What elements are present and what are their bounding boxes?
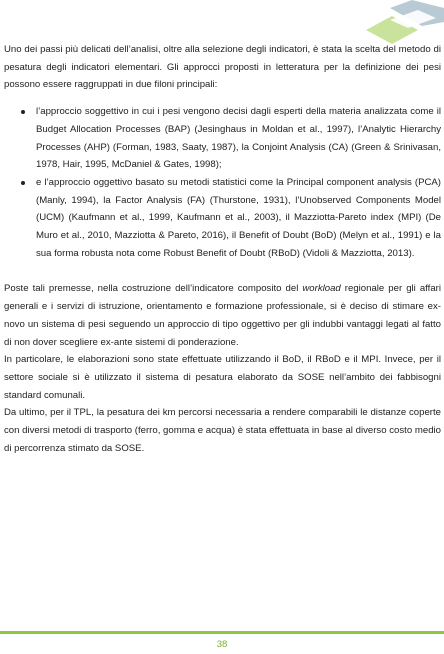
- particular-paragraph: In particolare, le elaborazioni sono state effettuate utilizzando il BoD, il RBoD e il MPI. Invece, per il settore sociale si è utilizzato il sistema di pesatura elaborato da SOSE nell’ambito dei fabbisogni standard comunali.: [4, 354, 441, 401]
- intro-paragraph: Uno dei passi più delicati dell’analisi, oltre alla selezione degli indicatori, è stata la scelta del metodo di pesatura degli indicatori elementari. Gli approcci proposti in letteratura per la definizione dei pesi possono essere raggruppati in due filoni principali:: [4, 44, 441, 91]
- logo: [360, 0, 444, 44]
- page-body: [4, 41, 441, 457]
- list-item-objective: e l’approccio oggettivo basato su metodi statistici come la Principal component analysis (PCA) (Manly, 1994), la Factor Analysis (FA) (Thurstone, 1931), l’Unobserved Components Model (UCM) (Kaufmann et al., 1999, Kaufmann et al., 2003), il Mazziotta-Pareto index (MPI) (De Muro et al., 2010, Mazziotta & Pareto, 2016), il Benefit of Doubt (BoD) (Melyn et al., 1991) e la sua forma robusta nota come Robust Benefit of Doubt (RBoD) (Vidoli & Mazziotta, 2013).: [4, 174, 441, 263]
- last-paragraph: Da ultimo, per il TPL, la pesatura dei km percorsi necessaria a rendere comparabili le distanze coperte con diversi metodi di trasporto (ferro, gomma e acqua) è stata effettuata in base al diverso costo medio di percorrenza stimato da SOSE.: [4, 407, 441, 454]
- approach-list: [4, 103, 441, 262]
- premise-text-end: regionale per gli affari generali e i servizi di istruzione, orientamento e formazione professionale, si è deciso di stimare ex-novo un sistema di pesi seguendo un approccio di tipo oggettivo per gli indubbi vantaggi legati al fatto di non dover scegliere ex-ante sistemi di ponderazione.: [4, 283, 441, 348]
- list-item-subjective: l’approccio soggettivo in cui i pesi vengono decisi dagli esperti della materia analizzata come il Budget Allocation Processes (BAP) (Jesinghaus in Moldan et al., 1997), l’Analytic Hierarchy Processes (AHP) (Forman, 1983, Saaty, 1987), la Conjoint Analysis (CA) (Green & Srinivasan, 1978, Hair, 1995, McDaniel & Gates, 1998);: [4, 103, 441, 174]
- premise-emphasis: workload: [302, 283, 341, 295]
- footer-rule: [0, 631, 444, 634]
- page-number: 38: [216, 639, 228, 650]
- premise-text-start: Poste tali premesse, nella costruzione dell’indicatore composito del: [4, 283, 303, 295]
- premise-paragraph: [4, 280, 441, 351]
